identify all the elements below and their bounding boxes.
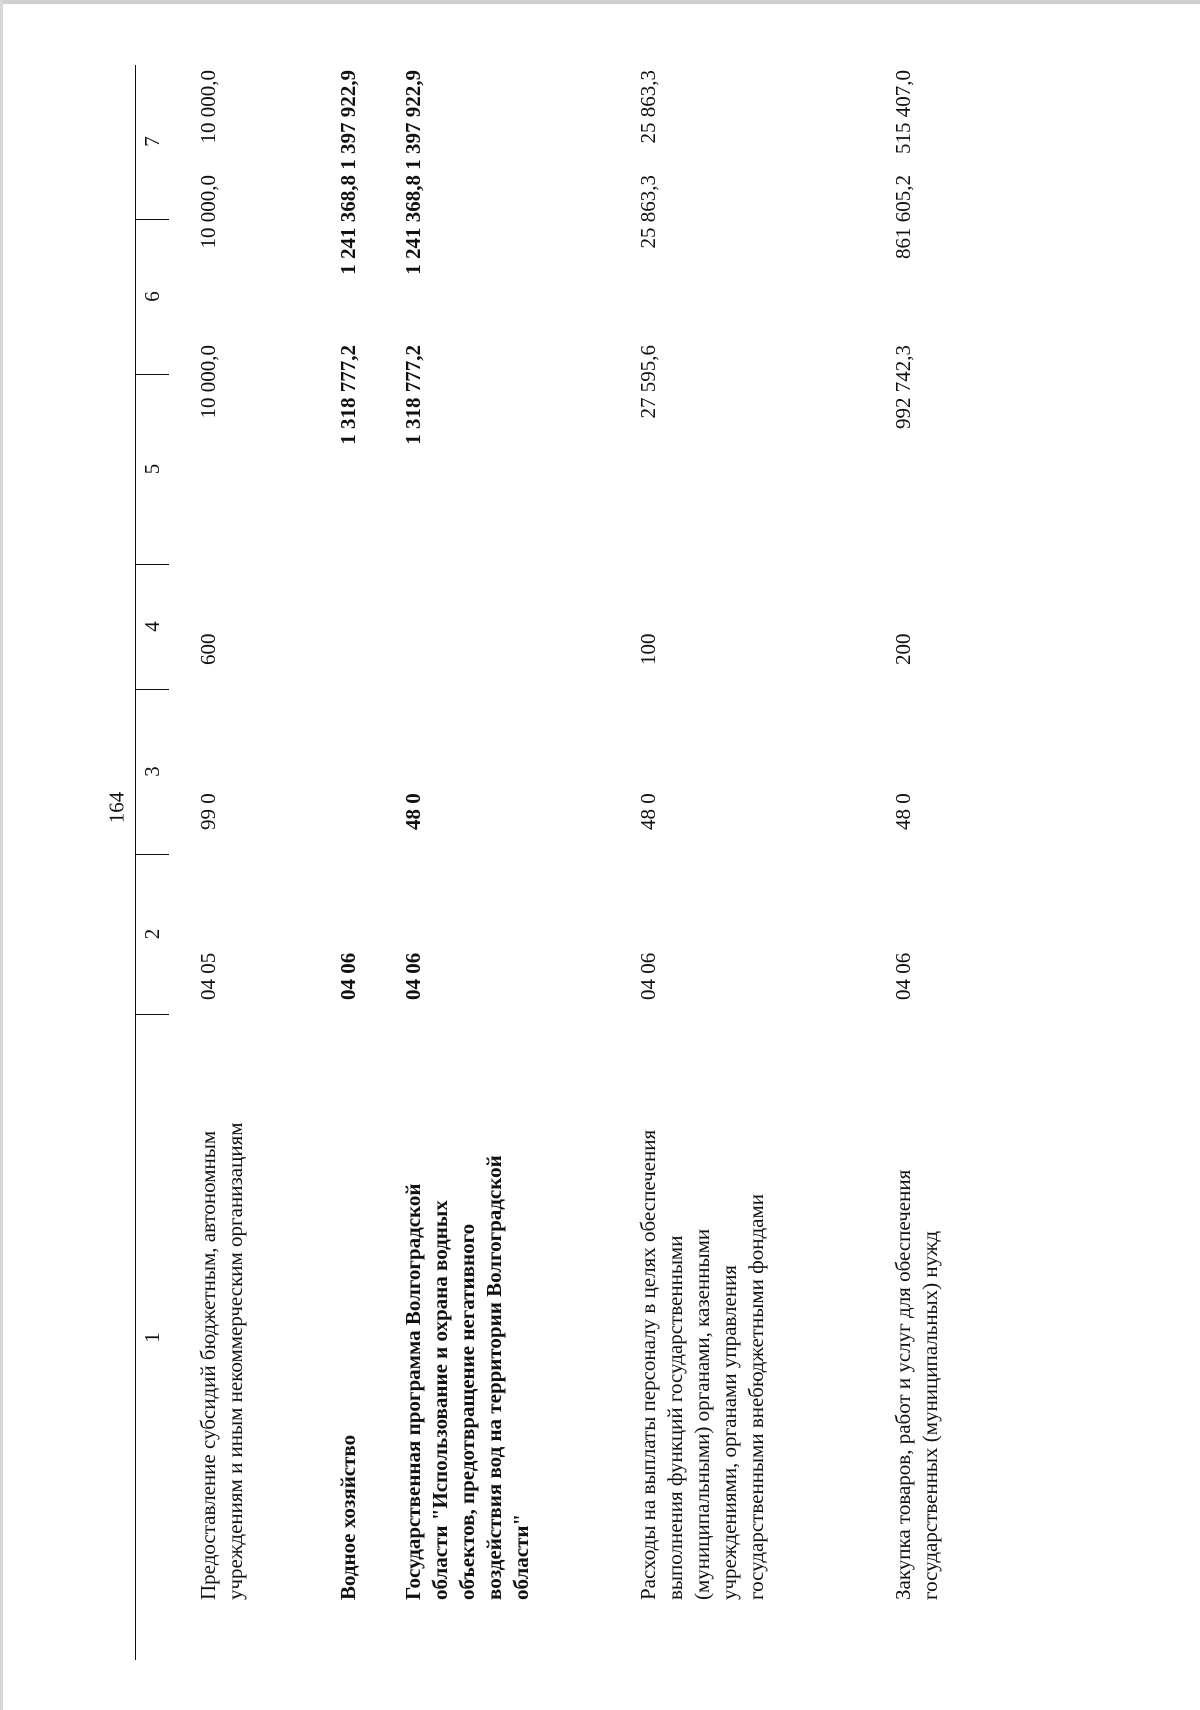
header-col-1: 1 xyxy=(140,1332,164,1343)
row-value-6: 10 000,0 xyxy=(196,175,220,249)
header-col-6: 6 xyxy=(135,219,169,375)
row-value-6: 861 605,2 xyxy=(891,175,915,259)
row-name: Закупка товаров, работ и услуг для обеспечения государственных (муниципальных) нужд xyxy=(891,1169,942,1600)
row-value-7: 10 000,0 xyxy=(196,70,220,144)
header-col-7: 7 xyxy=(135,64,169,220)
row-value-7: 515 407,0 xyxy=(891,70,915,154)
row-value-5: 1 318 777,2 xyxy=(336,345,360,445)
row-value-6: 1 241 368,8 xyxy=(401,175,425,275)
table-header-row xyxy=(135,65,171,1660)
row-code-4: 600 xyxy=(196,633,220,665)
scan-edge-left xyxy=(0,0,3,1710)
page-number: 164 xyxy=(104,791,129,824)
row-code-3: 99 0 xyxy=(196,793,220,830)
header-col-4: 4 xyxy=(135,564,169,690)
row-value-6: 1 241 368,8 xyxy=(336,175,360,275)
row-value-6: 25 863,3 xyxy=(636,175,660,249)
row-code-4: 200 xyxy=(891,633,915,665)
row-name: Предоставление субсидий бюджетным, автономным учреждениям и иным некоммерческим организациям xyxy=(196,1122,247,1600)
row-code-2: 04 06 xyxy=(891,952,915,1000)
header-col-2: 2 xyxy=(135,854,169,1015)
row-code-2: 04 06 xyxy=(636,952,660,1000)
row-code-3: 48 0 xyxy=(636,793,660,830)
row-value-5: 27 595,6 xyxy=(636,345,660,419)
row-value-7: 1 397 922,9 xyxy=(336,70,360,170)
scan-edge-top xyxy=(0,0,1200,4)
row-code-2: 04 05 xyxy=(196,952,220,1000)
row-code-2: 04 06 xyxy=(336,952,360,1000)
header-col-5: 5 xyxy=(135,374,169,565)
row-name: Государственная программа Волгоградской области "Использование и охрана водных объектов, предотвращение негативного воздействия вод на территории Волгоградской области" xyxy=(401,1155,533,1600)
row-value-7: 25 863,3 xyxy=(636,70,660,144)
row-value-5: 10 000,0 xyxy=(196,345,220,419)
row-code-4: 100 xyxy=(636,633,660,665)
row-code-2: 04 06 xyxy=(401,952,425,1000)
row-value-5: 1 318 777,2 xyxy=(401,345,425,445)
budget-table xyxy=(135,65,1055,1660)
row-code-3: 48 0 xyxy=(401,793,425,830)
row-value-7: 1 397 922,9 xyxy=(401,70,425,170)
header-col-3: 3 xyxy=(135,689,169,855)
row-code-3: 48 0 xyxy=(891,793,915,830)
row-name: Расходы на выплаты персоналу в целях обеспечения выполнения функций государственными (муниципальными) органами, казенными учреждениями, органами управления государственными внебюджетными фондами xyxy=(636,1129,768,1600)
row-name: Водное хозяйство xyxy=(336,1434,360,1600)
row-value-5: 992 742,3 xyxy=(891,345,915,429)
